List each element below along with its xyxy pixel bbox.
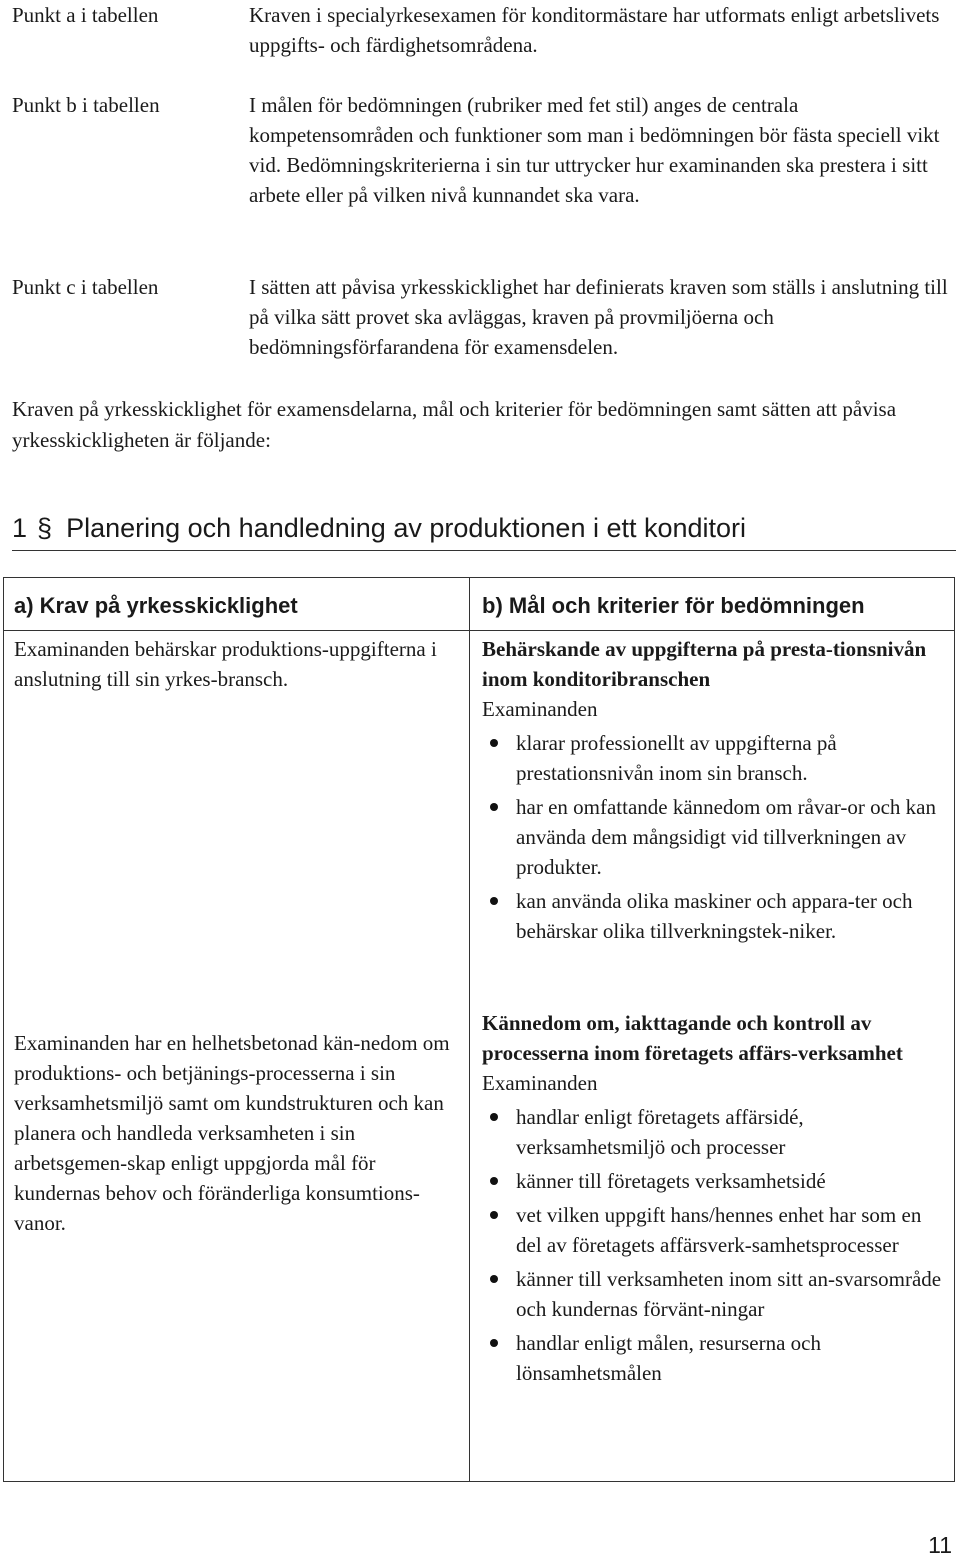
criteria-list — [482, 728, 944, 946]
criteria-subject: Examinanden — [482, 1071, 598, 1095]
list-item: känner till företagets verksamhetsidé — [482, 1166, 944, 1196]
column-a-header: a) Krav på yrkesskicklighet — [14, 593, 298, 618]
punkt-text: I sätten att påvisa yrkesskicklighet har definierats kraven som ställs i anslutning till på vilka sätt provet ska avläggas, kraven på provmiljöerna och bedömningsförfarandena för examensdelen. — [249, 275, 948, 359]
bullet-icon — [490, 897, 498, 905]
punkt-label: Punkt a i tabellen — [12, 3, 159, 27]
intro-paragraph: Kraven på yrkesskicklighet för examensdelarna, mål och kriterier för bedömningen samt sätten att påvisa yrkesskickligheten är följande: — [12, 397, 897, 452]
list-item: klarar professionellt av uppgifterna på prestationsnivån inom sin bransch. — [482, 728, 944, 788]
bullet-icon — [490, 1339, 498, 1347]
criteria-title: Kännedom om, iakttagande och kontroll av processerna inom företagets affärs-verksamhet — [482, 1011, 903, 1065]
row1-requirement: Examinanden behärskar produktions-uppgifterna i anslutning till sin yrkes-bransch. — [14, 637, 437, 691]
requirements-table — [3, 577, 955, 1482]
bullet-icon — [490, 1177, 498, 1185]
section-symbol: § — [37, 513, 53, 543]
criteria-subject: Examinanden — [482, 697, 598, 721]
list-item: handlar enligt målen, resurserna och lönsamhetsmålen — [482, 1328, 944, 1388]
criteria-list — [482, 1102, 944, 1388]
bullet-icon — [490, 1275, 498, 1283]
row2-requirement: Examinanden har en helhetsbetonad kän-nedom om produktions- och betjänings-processerna i sin verksamhetsmiljö samt om kundstrukturen och kan planera och handleda verksamheten i sin arbetsgemen-skap enligt uppgjorda mål för kundernas behov och föränderliga konsumtions-vanor. — [14, 1031, 450, 1235]
row2-criteria — [482, 1008, 944, 1392]
section-number: 1 — [12, 513, 28, 543]
list-item: vet vilken uppgift hans/hennes enhet har som en del av företagets affärsverk-samhetsprocesser — [482, 1200, 944, 1260]
list-item: kan använda olika maskiner och appara-ter och behärskar olika tillverkningstek-niker. — [482, 886, 944, 946]
list-item: har en omfattande kännedom om råvar-or och kan använda dem mångsidigt vid tillverkningen av produkter. — [482, 792, 944, 882]
punkt-text: Kraven i specialyrkesexamen för konditormästare har utformats enligt arbetslivets uppgifts- och färdighetsområdena. — [249, 3, 940, 57]
column-divider — [469, 578, 470, 1481]
bullet-icon — [490, 1211, 498, 1219]
criteria-title: Behärskande av uppgifterna på presta-tionsnivån inom konditoribranschen — [482, 637, 927, 691]
column-b-header: b) Mål och kriterier för bedömningen — [482, 593, 865, 618]
row1-criteria — [482, 634, 944, 950]
list-item: känner till verksamheten inom sitt an-svarsområde och kundernas förvänt-ningar — [482, 1264, 944, 1324]
section-title: Planering och handledning av produktionen i ett konditori — [66, 513, 747, 543]
bullet-icon — [490, 739, 498, 747]
header-divider — [4, 630, 954, 631]
list-item: handlar enligt företagets affärsidé, verksamhetsmiljö och processer — [482, 1102, 944, 1162]
punkt-label: Punkt b i tabellen — [12, 93, 160, 117]
bullet-icon — [490, 803, 498, 811]
bullet-icon — [490, 1113, 498, 1121]
punkt-label: Punkt c i tabellen — [12, 275, 159, 299]
page-number: 11 — [928, 1532, 952, 1558]
section-heading — [12, 510, 956, 551]
punkt-text: I målen för bedömningen (rubriker med fet stil) anges de centrala kompetensområden och funktioner som man i bedömningen bör fästa speciell vikt vid. Bedömningskriterierna i sin tur uttrycker hur examinanden ska prestera i sitt arbete eller på vilken nivå kunnandet ska vara. — [249, 93, 940, 207]
